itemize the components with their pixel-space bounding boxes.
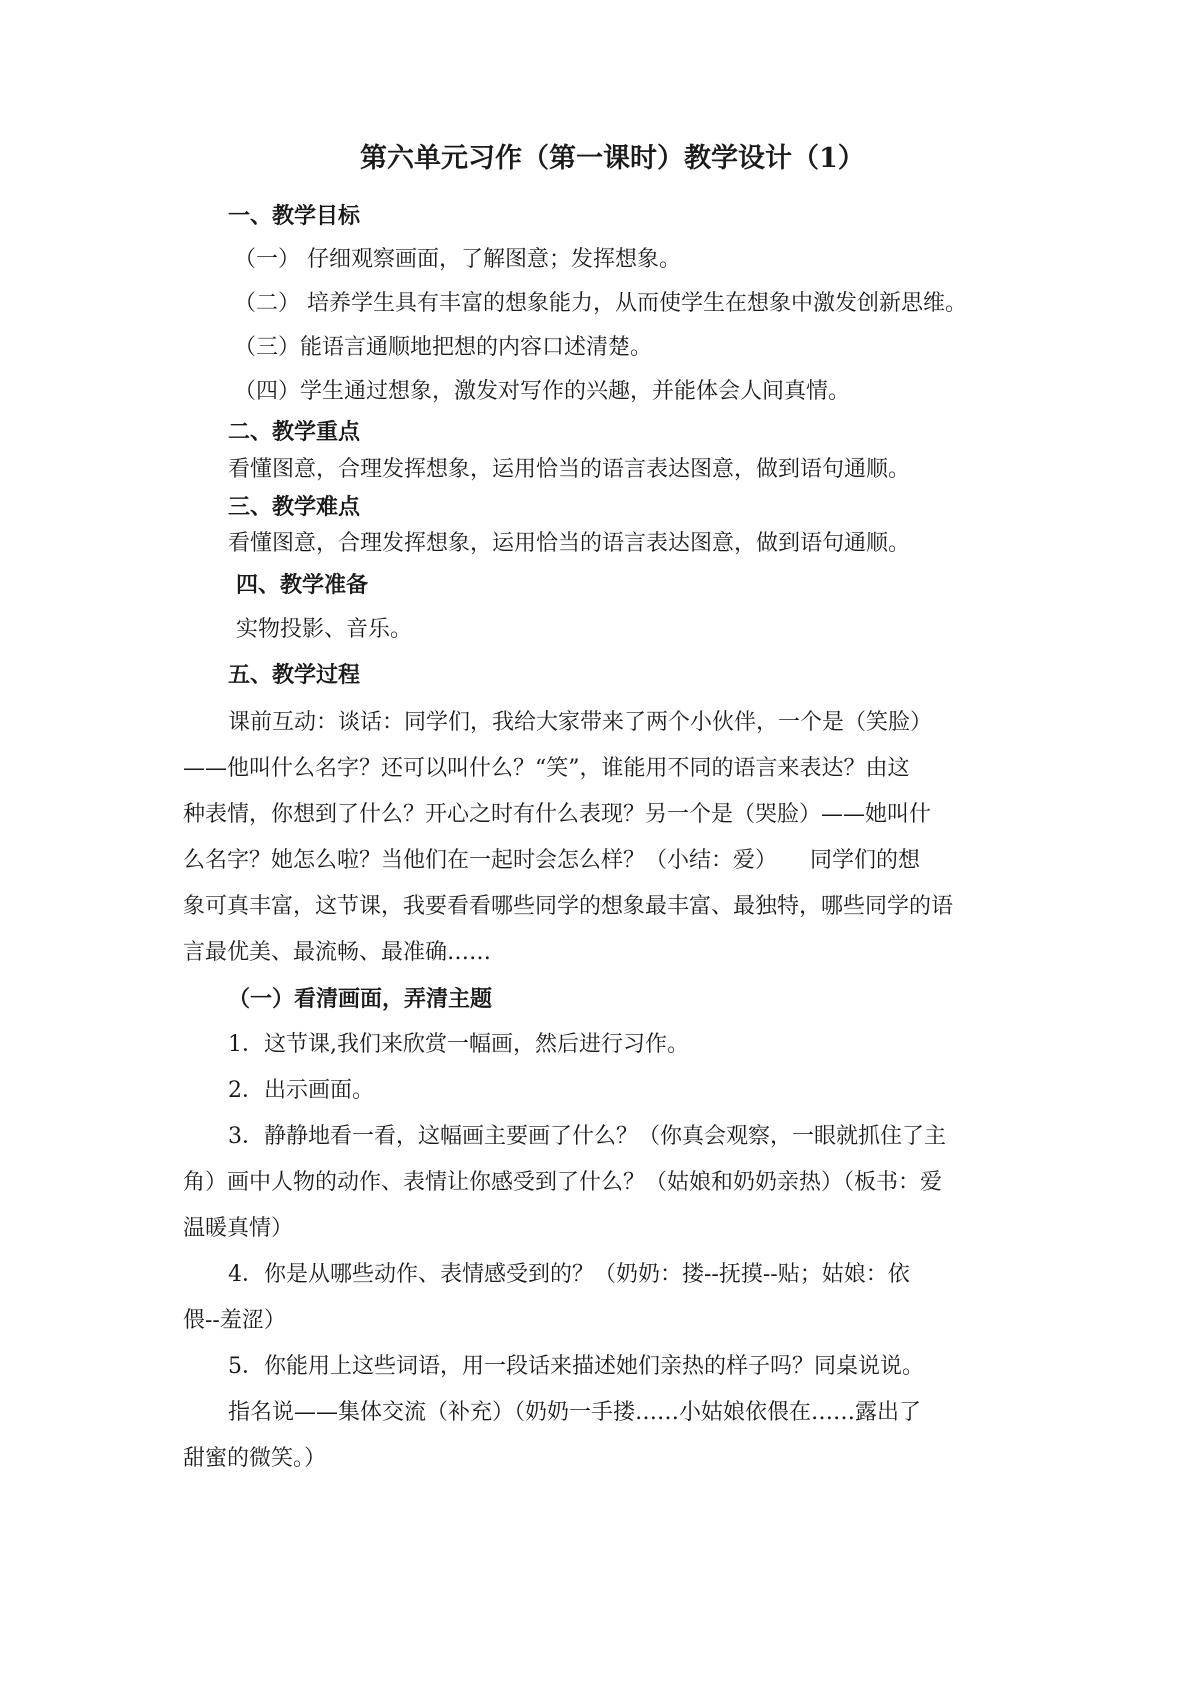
objective-item: （一） 仔细观察画面，了解图意；发挥想象。	[234, 247, 681, 272]
heading-objectives: 一、教学目标	[228, 203, 361, 229]
heading-difficulties: 三、教学难点	[228, 494, 361, 520]
process-intro-line: 么名字？她怎么啦？当他们在一起时会怎么样？（小结：爱） 同学们的想	[183, 848, 921, 873]
document-title: 第六单元习作（第一课时）教学设计（1）	[360, 143, 865, 174]
objective-item: （三）能语言通顺地把想的内容口述清楚。	[234, 335, 653, 360]
process-step-line: 5．你能用上这些词语，用一段话来描述她们亲热的样子吗？同桌说说。	[228, 1354, 924, 1379]
process-step-line: 温暖真情）	[183, 1216, 294, 1241]
process-step-line: 2．出示画面。	[228, 1078, 374, 1103]
process-intro-line: 言最优美、最流畅、最准确……	[183, 940, 492, 965]
key-points-text: 看懂图意，合理发挥想象，运用恰当的语言表达图意，做到语句通顺。	[228, 457, 911, 482]
process-intro-line: 课前互动：谈话：同学们，我给大家带来了两个小伙伴，一个是（笑脸）	[228, 710, 933, 735]
preparation-text: 实物投影、音乐。	[236, 617, 413, 642]
process-step-line: 甜蜜的微笑。）	[183, 1446, 327, 1471]
objective-item: （二） 培养学生具有丰富的想象能力，从而使学生在想象中激发创新思维。	[234, 291, 967, 316]
process-step-line: 角）画中人物的动作、表情让你感受到了什么？（姑娘和奶奶亲热）（板书：爱	[183, 1170, 943, 1195]
process-step-line: 指名说——集体交流（补充）（奶奶一手搂……小姑娘依偎在……露出了	[228, 1400, 922, 1425]
process-step-line: 1．这节课,我们来欣赏一幅画，然后进行习作。	[228, 1032, 689, 1057]
subsection-heading: （一）看清画面，弄清主题	[228, 986, 493, 1012]
heading-key-points: 二、教学重点	[228, 419, 361, 445]
heading-process: 五、教学过程	[228, 662, 361, 688]
difficulties-text: 看懂图意，合理发挥想象，运用恰当的语言表达图意，做到语句通顺。	[228, 531, 911, 556]
process-step-line: 3．静静地看一看，这幅画主要画了什么？（你真会观察，一眼就抓住了主	[228, 1124, 946, 1149]
objective-item: （四）学生通过想象，激发对写作的兴趣，并能体会人间真情。	[234, 379, 851, 404]
process-intro-line: ——他叫什么名字？还可以叫什么？“笑”，谁能用不同的语言来表达？由这	[183, 756, 910, 781]
process-step-line: 4．你是从哪些动作、表情感受到的？（奶奶：搂--抚摸--贴；姑娘：依	[228, 1262, 910, 1287]
process-intro-line: 象可真丰富，这节课，我要看看哪些同学的想象最丰富、最独特，哪些同学的语	[183, 894, 954, 919]
heading-preparation: 四、教学准备	[236, 572, 369, 598]
process-step-line: 偎--羞涩）	[183, 1308, 286, 1333]
process-intro-line: 种表情，你想到了什么？开心之时有什么表现？另一个是（哭脸）——她叫什	[183, 802, 932, 827]
